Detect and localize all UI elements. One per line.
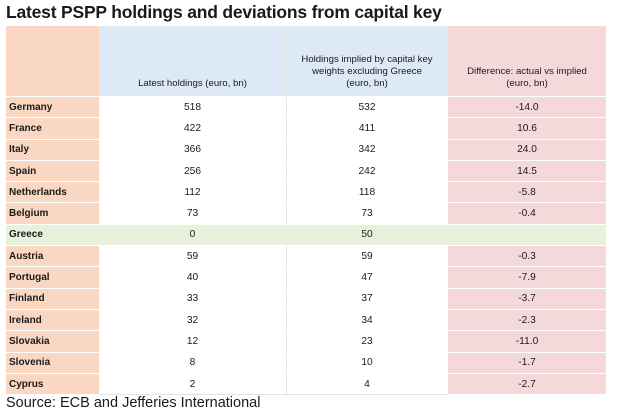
- header-implied-text: [301, 54, 432, 90]
- table-row: [6, 224, 606, 245]
- latest-holdings-cell: 8: [99, 353, 286, 374]
- header-implied-holdings: [286, 26, 448, 96]
- country-cell: Portugal: [9, 272, 50, 284]
- table-row: [6, 139, 606, 160]
- country-cell: Spain: [9, 165, 37, 177]
- difference-cell: -5.8: [518, 186, 536, 198]
- table-row: [6, 288, 606, 309]
- table-row: [6, 330, 606, 351]
- implied-holdings-cell: 34: [286, 310, 448, 331]
- table-body: [6, 96, 606, 394]
- table-row: [6, 181, 606, 202]
- latest-holdings-cell: 112: [99, 182, 286, 203]
- difference-cell: -2.3: [518, 314, 536, 326]
- difference-cell: 10.6: [517, 122, 537, 134]
- table-row: [6, 202, 606, 223]
- country-cell: Finland: [9, 293, 45, 305]
- country-cell: Slovakia: [9, 335, 50, 347]
- implied-holdings-cell: 50: [286, 225, 448, 246]
- implied-holdings-cell: 47: [286, 267, 448, 288]
- header-implied-line: (euro, bn): [346, 78, 388, 89]
- table-row: [6, 160, 606, 181]
- country-cell: Ireland: [9, 314, 42, 326]
- latest-holdings-cell: 518: [99, 97, 286, 118]
- header-implied-line: Holdings implied by capital key: [301, 54, 433, 65]
- latest-holdings-cell: 0: [99, 225, 286, 246]
- latest-holdings-cell: 256: [99, 161, 286, 182]
- country-cell: Germany: [9, 101, 53, 113]
- difference-cell: [448, 225, 606, 245]
- table-row: [6, 352, 606, 373]
- country-cell: Belgium: [9, 208, 49, 220]
- latest-holdings-cell: 32: [99, 310, 286, 331]
- latest-holdings-cell: 40: [99, 267, 286, 288]
- implied-holdings-cell: 73: [286, 203, 448, 224]
- table-row: [6, 309, 606, 330]
- difference-cell: -2.7: [518, 378, 536, 390]
- difference-cell: -7.9: [518, 272, 536, 284]
- country-cell: France: [9, 122, 42, 134]
- header-diff-line: (euro, bn): [506, 78, 548, 89]
- implied-holdings-cell: 411: [286, 118, 448, 139]
- latest-holdings-cell: 422: [99, 118, 286, 139]
- header-latest-text: [138, 78, 247, 90]
- source-note: Source: ECB and Jefferies International: [6, 395, 261, 411]
- difference-cell: 14.5: [517, 165, 537, 177]
- latest-holdings-cell: 2: [99, 374, 286, 395]
- country-cell: Slovenia: [9, 357, 51, 369]
- country-cell: Cyprus: [9, 378, 44, 390]
- table-row: [6, 245, 606, 266]
- implied-holdings-cell: 342: [286, 140, 448, 161]
- table-title: Latest PSPP holdings and deviations from capital key: [6, 2, 442, 22]
- difference-cell: 24.0: [517, 144, 537, 156]
- difference-cell: -14.0: [515, 101, 539, 113]
- holdings-table: [6, 26, 606, 394]
- latest-holdings-cell: 73: [99, 203, 286, 224]
- difference-cell: -3.7: [518, 293, 536, 305]
- header-difference: [448, 26, 606, 96]
- latest-holdings-cell: 59: [99, 246, 286, 267]
- latest-holdings-cell: 33: [99, 289, 286, 310]
- header-diff-line: Difference: actual vs implied: [467, 66, 587, 77]
- country-cell: Greece: [6, 225, 99, 245]
- implied-holdings-cell: 4: [286, 374, 448, 395]
- latest-holdings-cell: 366: [99, 140, 286, 161]
- header-latest-holdings: [99, 26, 286, 96]
- difference-cell: -0.4: [518, 208, 536, 220]
- implied-holdings-cell: 242: [286, 161, 448, 182]
- implied-holdings-cell: 10: [286, 353, 448, 374]
- implied-holdings-cell: 59: [286, 246, 448, 267]
- table-row: [6, 117, 606, 138]
- difference-cell: -11.0: [515, 335, 539, 347]
- implied-holdings-cell: 118: [286, 182, 448, 203]
- table-row: [6, 373, 606, 394]
- implied-holdings-cell: 23: [286, 331, 448, 352]
- latest-holdings-cell: 12: [99, 331, 286, 352]
- header-diff-text: [467, 66, 587, 90]
- implied-holdings-cell: 37: [286, 289, 448, 310]
- table-row: [6, 266, 606, 287]
- header-latest-line: Latest holdings (euro, bn): [138, 78, 247, 89]
- difference-cell: -0.3: [518, 250, 536, 262]
- implied-holdings-cell: 532: [286, 97, 448, 118]
- country-cell: Netherlands: [9, 186, 67, 198]
- difference-cell: -1.7: [518, 357, 536, 369]
- country-cell: Austria: [9, 250, 44, 262]
- table-row: [6, 96, 606, 117]
- country-cell: Italy: [9, 144, 30, 156]
- header-implied-line: weights excluding Greece: [312, 66, 422, 77]
